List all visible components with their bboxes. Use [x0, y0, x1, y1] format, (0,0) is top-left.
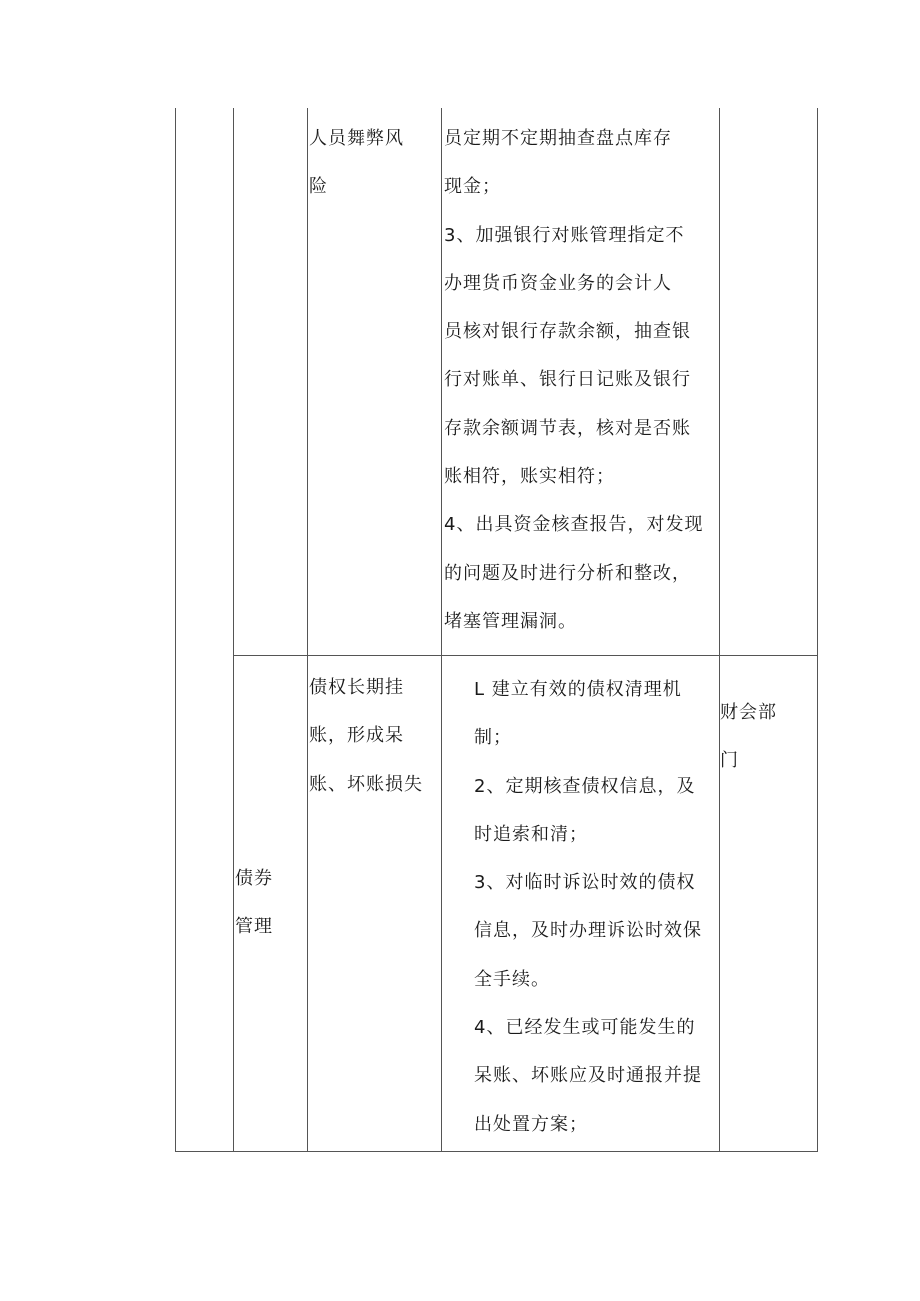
row2-measure-cell	[474, 666, 702, 1149]
row2-measure-line: 出处置方案；	[474, 1113, 588, 1135]
row2-measure-line: 全手续。	[474, 968, 550, 990]
row1-risk-line: 险	[309, 176, 328, 198]
row2-risk-line: 账、坏账损失	[309, 773, 423, 795]
table-border-bottom	[175, 1151, 818, 1152]
row1-measure-line: 办理货币资金业务的会计人	[444, 272, 672, 294]
row2-measure-line: 呆账、坏账应及时通报并提	[474, 1065, 702, 1087]
table-border-left	[175, 108, 176, 1152]
row1-measure-line: 现金；	[444, 176, 501, 198]
row2-measure-line: 3、对临时诉讼时效的债权	[474, 872, 696, 894]
row2-item-line: 债券	[235, 868, 273, 889]
row1-measure-line: 账相符，账实相符；	[444, 466, 615, 488]
row1-measure-cell	[444, 115, 703, 646]
row1-measure-line: 员定期不定期抽查盘点库存	[444, 128, 672, 149]
row2-measure-line: 2、定期核查债权信息，及	[474, 775, 696, 797]
row2-item-cell	[235, 855, 273, 952]
row2-dept-line: 门	[720, 750, 739, 772]
row2-measure-line: 4、已经发生或可能发生的	[474, 1017, 696, 1039]
row2-measure-line: 制；	[474, 727, 512, 749]
row2-measure-line: L 建立有效的债权清理机	[474, 679, 682, 700]
column-divider	[233, 108, 234, 1152]
row1-measure-line: 行对账单、银行日记账及银行	[444, 369, 691, 391]
row-divider	[233, 655, 818, 656]
row2-risk-line: 债权长期挂	[309, 677, 404, 698]
row1-measure-line: 的问题及时进行分析和整改，	[444, 562, 691, 584]
row2-dept-line: 财会部	[720, 702, 777, 723]
row1-measure-line: 堵塞管理漏洞。	[444, 610, 577, 632]
row1-risk-cell	[309, 115, 404, 212]
column-divider	[719, 108, 720, 1152]
row1-measure-line: 4、出具资金核查报告，对发现	[444, 514, 704, 536]
row1-measure-line: 存款余额调节表，核对是否账	[444, 417, 691, 439]
column-divider	[441, 108, 442, 1152]
row2-dept-cell	[720, 689, 777, 786]
row2-measure-line: 信息，及时办理诉讼时效保	[474, 920, 702, 942]
row2-risk-line: 账，形成呆	[309, 725, 404, 747]
row1-risk-line: 人员舞弊风	[309, 128, 404, 149]
column-divider	[307, 108, 308, 1152]
table-border-right	[817, 108, 818, 1152]
row2-risk-cell	[309, 664, 423, 809]
row1-measure-line: 3、加强银行对账管理指定不	[444, 224, 685, 246]
row2-measure-line: 时追索和清；	[474, 823, 588, 845]
row2-item-line: 管理	[235, 916, 273, 938]
row1-measure-line: 员核对银行存款余额，抽查银	[444, 321, 691, 343]
